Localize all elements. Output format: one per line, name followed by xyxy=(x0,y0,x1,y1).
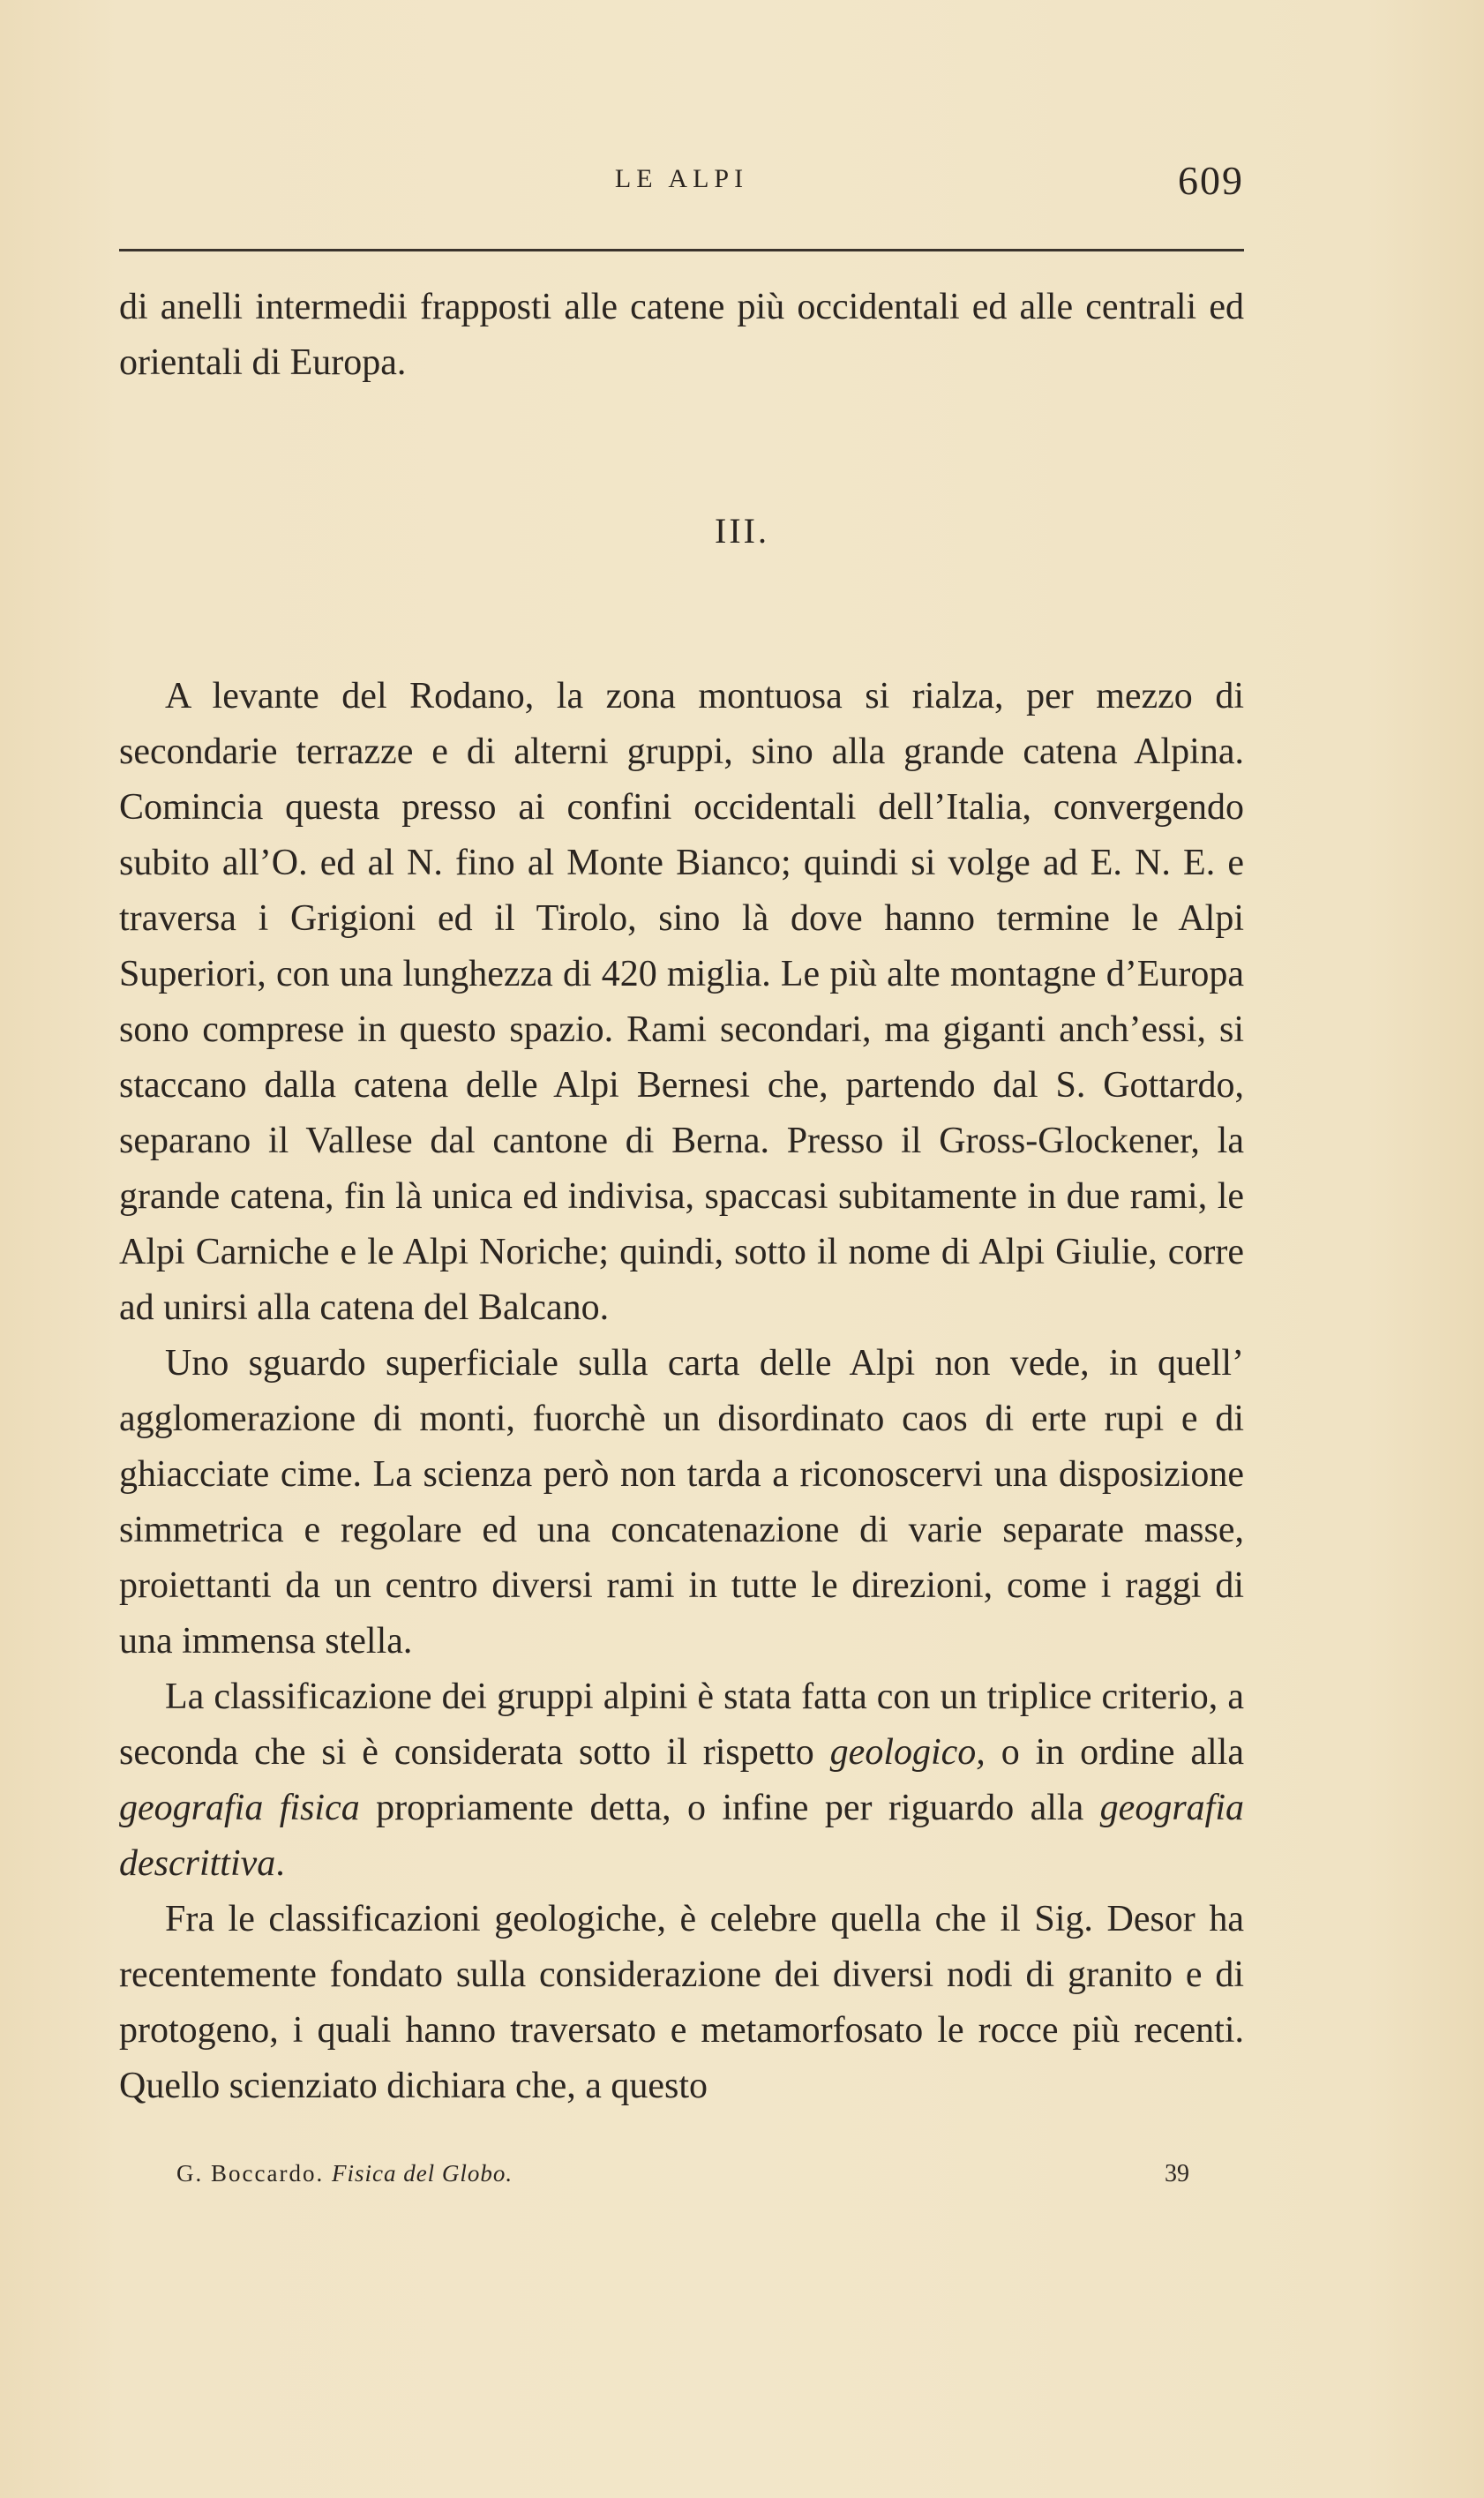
footer-imprint xyxy=(176,2160,513,2187)
paragraph xyxy=(119,1669,1244,1892)
paragraph-continuation: di anelli intermedii frapposti alle catene più occidentali ed alle centrali ed orientali di Europa. xyxy=(119,287,1244,383)
paragraph-text: propriamente detta, o infine per riguardo alla xyxy=(359,1788,1100,1828)
page-number: 609 xyxy=(1178,158,1244,203)
signature-mark: 39 xyxy=(1165,2160,1189,2187)
italic-term: geologico, xyxy=(829,1732,986,1773)
paragraph: A levante del Rodano, la zona montuosa si rialza, per mezzo di secondarie terrazze e di alterni gruppi, sino alla grande catena Alpina. Comincia questa presso ai confini occidentali dell’Italia, convergendo subito all’O. ed al N. fino al Monte Bianco; quindi si volge ad E. N. E. e traversa i Grigioni ed il Tirolo, sino là dove hanno termine le Alpi Superiori, con una lunghezza di 420 miglia. Le più alte montagne d’Europa sono comprese in questo spazio. Rami secondari, ma giganti anch’essi, si staccano dalla catena delle Alpi Bernesi che, partendo dal S. Gottardo, separano il Vallese dal cantone di Berna. Presso il Gross-Glockener, la grande catena, fin là unica ed indivisa, spaccasi subitamente in due rami, le Alpi Carniche e le Alpi Noriche; quindi, sotto il nome di Alpi Giulie, corre ad unirsi alla catena del Balcano. xyxy=(119,676,1244,1328)
page-footer xyxy=(0,2160,1484,2204)
paragraph-text: . xyxy=(275,1843,285,1884)
section-heading: III. xyxy=(715,511,769,551)
footer-author: G. Boccardo. xyxy=(176,2160,325,2187)
italic-term: geografia fisica xyxy=(119,1788,360,1828)
paragraph-text: o in ordine alla xyxy=(985,1732,1244,1773)
paragraph: Fra le classificazioni geologiche, è celebre quella che il Sig. Desor ha recentemente fondato sulla considerazione dei diversi nodi di granito e di protogeno, i quali hanno traversato e metamorfosato le rocce più recenti. Quello scienziato dichiara che, a questo xyxy=(119,1899,1244,2106)
paragraph-text: La classificazione dei gruppi alpini è stata fatta con un triplice criterio, a seconda che si è considerata sotto il rispetto xyxy=(119,1677,1244,1773)
paragraph: Uno sguardo superficiale sulla carta delle Alpi non vede, in quell’ agglomerazione di monti, fuorchè un disordinato caos di erte rupi e di ghiacciate cime. La scienza però non tarda a riconoscervi una disposizione simmetrica e regolare ed una concatenazione di varie separate masse, proiettanti da un centro diversi rami in tutte le direzioni, come i raggi di una immensa stella. xyxy=(119,1343,1244,1662)
text-block-main xyxy=(119,669,1244,2114)
page-header xyxy=(119,157,1244,210)
header-rule xyxy=(119,249,1244,251)
footer-book-title: Fisica del Globo. xyxy=(331,2160,513,2187)
text-block-top xyxy=(119,280,1244,391)
running-title: LE ALPI xyxy=(614,164,749,193)
italic-term: geografia descrittiva xyxy=(119,1788,1244,1884)
